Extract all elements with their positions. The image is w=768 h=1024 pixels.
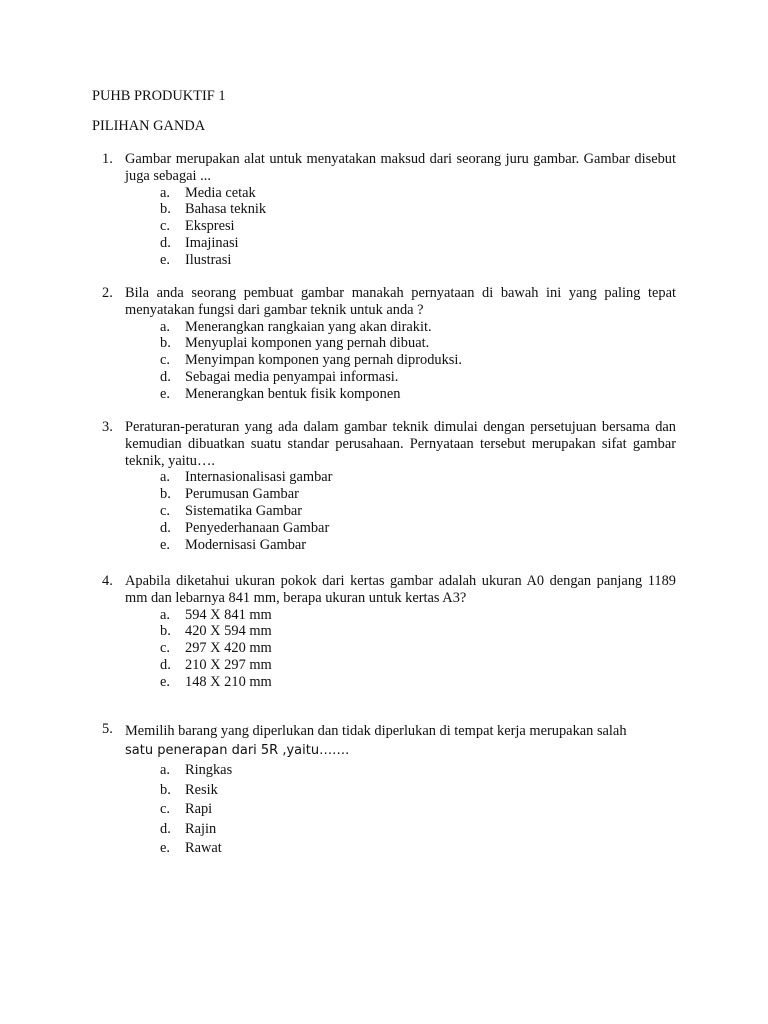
option-text: Ringkas bbox=[185, 762, 233, 778]
question-text: Bila anda seorang pembuat gambar manakah pernyataan di bawah ini yang paling tepat menyatakan fungsi dari gambar teknik untuk anda ? bbox=[125, 285, 676, 318]
option-text: Resik bbox=[185, 781, 218, 798]
option-text: Menerangkan rangkaian yang akan dirakit. bbox=[185, 318, 432, 335]
question-3 bbox=[92, 419, 676, 553]
option-text: Menerangkan bentuk fisik komponen bbox=[185, 385, 401, 402]
option-a bbox=[92, 607, 676, 624]
option-d bbox=[92, 520, 676, 537]
question-number: 1. bbox=[102, 151, 113, 167]
option-d bbox=[92, 820, 676, 840]
option-list bbox=[92, 761, 676, 859]
question-text: Peraturan-peraturan yang ada dalam gambar teknik dimulai dengan persetujuan bersama dan kemudian dibuatkan suatu standar perusahaan. Pernyataan tersebut merupakan sifat gambar teknik, yaitu…. bbox=[125, 419, 676, 469]
option-list bbox=[92, 607, 676, 691]
option-text: Perumusan Gambar bbox=[185, 486, 299, 503]
option-label: e. bbox=[160, 840, 170, 857]
option-label: d. bbox=[160, 820, 171, 837]
option-label: c. bbox=[160, 352, 170, 369]
option-e bbox=[92, 839, 676, 859]
option-label: e. bbox=[160, 536, 170, 553]
option-text: Imajinasi bbox=[185, 234, 239, 251]
question-4 bbox=[92, 573, 676, 691]
option-b bbox=[92, 486, 676, 503]
option-label: b. bbox=[160, 781, 171, 798]
option-c bbox=[92, 800, 676, 820]
option-label: d. bbox=[160, 519, 171, 536]
option-d bbox=[92, 235, 676, 252]
option-text: 297 X 420 mm bbox=[185, 640, 272, 657]
option-text: Menyuplai komponen yang pernah dibuat. bbox=[185, 335, 430, 352]
option-b bbox=[92, 781, 676, 801]
option-list bbox=[92, 469, 676, 553]
question-5 bbox=[92, 721, 676, 859]
option-a bbox=[92, 185, 676, 202]
option-c bbox=[92, 218, 676, 235]
question-number: 3. bbox=[102, 419, 113, 435]
question-text-line-1: Memilih barang yang diperlukan dan tidak diperlukan di tempat kerja merupakan salah bbox=[125, 723, 627, 739]
question-number: 5. bbox=[102, 721, 113, 737]
question-number: 4. bbox=[102, 573, 113, 589]
option-label: d. bbox=[160, 234, 171, 251]
option-label: e. bbox=[160, 251, 170, 268]
option-c bbox=[92, 352, 676, 369]
option-label: c. bbox=[160, 502, 170, 519]
option-text: Rajin bbox=[185, 820, 217, 837]
option-text: Rapi bbox=[185, 801, 213, 818]
option-a bbox=[92, 761, 676, 781]
option-text: 148 X 210 mm bbox=[185, 673, 272, 690]
option-text: 210 X 297 mm bbox=[185, 656, 272, 673]
option-b bbox=[92, 335, 676, 352]
option-label: a. bbox=[160, 606, 170, 623]
option-c bbox=[92, 503, 676, 520]
option-text: Sebagai media penyampai informasi. bbox=[185, 368, 399, 385]
option-text: Media cetak bbox=[185, 184, 256, 201]
option-label: b. bbox=[160, 201, 171, 218]
option-label: c. bbox=[160, 640, 170, 657]
option-text: 420 X 594 mm bbox=[185, 623, 272, 640]
option-e bbox=[92, 252, 676, 269]
option-d bbox=[92, 369, 676, 386]
option-label: a. bbox=[160, 762, 170, 778]
option-label: b. bbox=[160, 335, 171, 352]
option-label: a. bbox=[160, 318, 170, 335]
option-text: Bahasa teknik bbox=[185, 201, 267, 218]
option-label: a. bbox=[160, 469, 170, 486]
option-text: 594 X 841 mm bbox=[185, 606, 272, 623]
option-list bbox=[92, 319, 676, 403]
question-text bbox=[125, 721, 676, 761]
option-text: Sistematika Gambar bbox=[185, 502, 303, 519]
option-a bbox=[92, 319, 676, 336]
question-text: Apabila diketahui ukuran pokok dari kertas gambar adalah ukuran A0 dengan panjang 1189 mm dan lebarnya 841 mm, berapa ukuran untuk kertas A3? bbox=[125, 573, 676, 606]
option-label: b. bbox=[160, 623, 171, 640]
option-e bbox=[92, 386, 676, 403]
option-label: b. bbox=[160, 486, 171, 503]
option-e bbox=[92, 537, 676, 554]
option-label: e. bbox=[160, 385, 170, 402]
question-text-line-2: satu penerapan dari 5R ,yaitu……. bbox=[125, 743, 350, 758]
option-label: d. bbox=[160, 656, 171, 673]
option-text: Modernisasi Gambar bbox=[185, 536, 307, 553]
question-number: 2. bbox=[102, 285, 113, 301]
option-label: c. bbox=[160, 801, 170, 818]
document-title: PUHB PRODUKTIF 1 bbox=[92, 88, 226, 104]
option-label: a. bbox=[160, 184, 170, 201]
option-list bbox=[92, 185, 676, 269]
option-label: d. bbox=[160, 368, 171, 385]
option-text: Penyederhanaan Gambar bbox=[185, 519, 330, 536]
option-text: Ekspresi bbox=[185, 218, 235, 235]
option-e bbox=[92, 674, 676, 691]
question-2 bbox=[92, 285, 676, 403]
section-heading: PILIHAN GANDA bbox=[92, 118, 206, 134]
option-label: c. bbox=[160, 218, 170, 235]
option-d bbox=[92, 657, 676, 674]
option-b bbox=[92, 623, 676, 640]
option-b bbox=[92, 201, 676, 218]
option-text: Menyimpan komponen yang pernah diproduksi. bbox=[185, 352, 462, 369]
option-text: Internasionalisasi gambar bbox=[185, 469, 333, 486]
option-text: Ilustrasi bbox=[185, 251, 232, 268]
option-text: Rawat bbox=[185, 840, 222, 857]
question-text: Gambar merupakan alat untuk menyatakan maksud dari seorang juru gambar. Gambar disebut juga sebagai ... bbox=[125, 151, 676, 184]
option-c bbox=[92, 640, 676, 657]
option-label: e. bbox=[160, 673, 170, 690]
question-1 bbox=[92, 151, 676, 269]
option-a bbox=[92, 469, 676, 486]
